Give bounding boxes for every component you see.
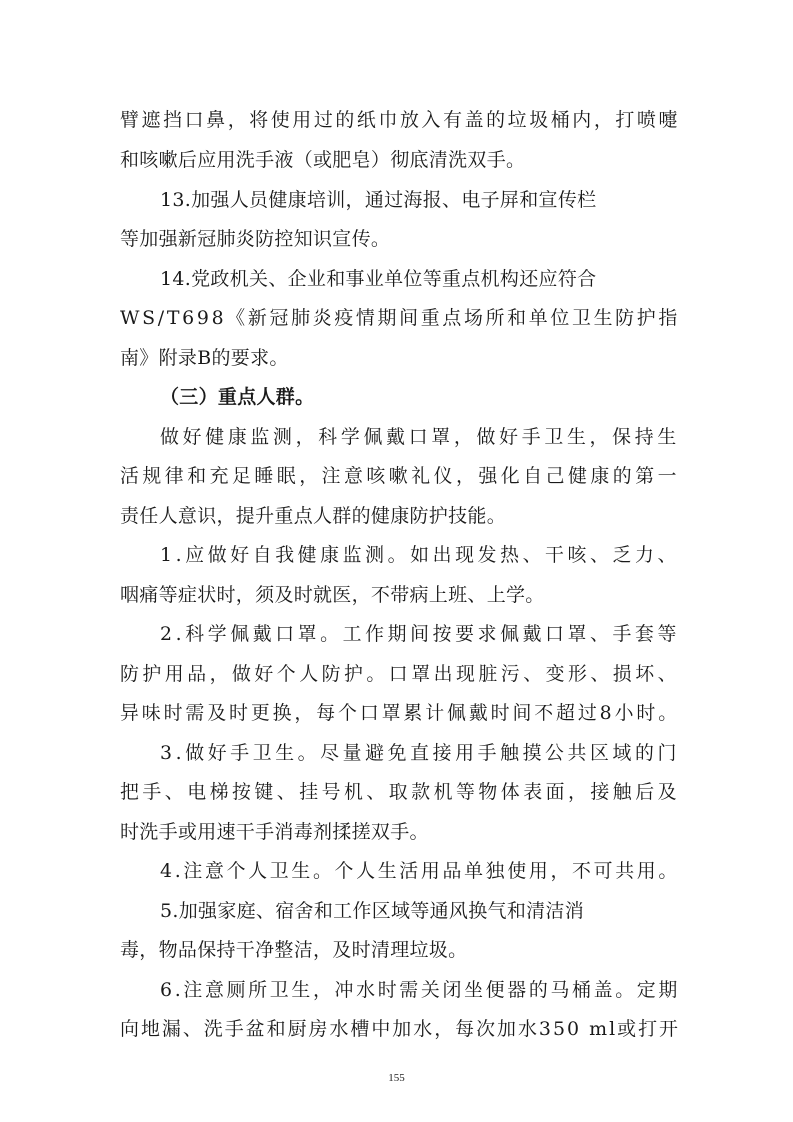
body-text-line: 做好健康监测，科学佩戴口罩，做好手卫生，保持生 [160,426,680,448]
body-text-line: 和咳嗽后应用洗手液（或肥皂）彻底清洗双手。 [120,149,526,171]
list-item-6-line: 6.注意厕所卫生，冲水时需关闭坐便器的马桶盖。定期 [160,979,680,1001]
list-item-14-line: 14.党政机关、企业和事业单位等重点机构还应符合 [160,268,597,290]
list-item-4-line: 4.注意个人卫生。个人生活用品单独使用，不可共用。 [160,860,680,882]
list-item-1-line: 1.应做好自我健康监测。如出现发热、干咳、乏力、 [160,544,680,566]
list-item-3-line: 时洗手或用速干手消毒剂揉搓双手。 [120,821,429,843]
list-item-2-line: 防护用品，做好个人防护。口罩出现脏污、变形、损坏、 [120,663,680,685]
list-item-2-line: 异味时需及时更换，每个口罩累计佩戴时间不超过8小时。 [120,702,680,724]
list-item-13-line: 13.加强人员健康培训，通过海报、电子屏和宣传栏 [160,189,597,211]
list-item-14-line: 南》附录B的要求。 [120,347,289,369]
list-item-5-line: 5.加强家庭、宿舍和工作区域等通风换气和清洁消 [160,900,585,922]
list-item-2-line: 2.科学佩戴口罩。工作期间按要求佩戴口罩、手套等 [160,623,680,645]
body-text-line: 责任人意识，提升重点人群的健康防护技能。 [120,505,507,527]
section-heading: （三）重点人群。 [160,386,315,408]
list-item-6-line: 向地漏、洗手盆和厨房水槽中加水，每次加水350 ml或打开 [120,1018,680,1040]
list-item-14-line: WS/T698《新冠肺炎疫情期间重点场所和单位卫生防护指 [120,307,680,329]
body-text-line: 活规律和充足睡眠，注意咳嗽礼仪，强化自己健康的第一 [120,465,680,487]
list-item-3-line: 把手、电梯按键、挂号机、取款机等物体表面，接触后及 [120,781,680,803]
page-number: 155 [388,1072,405,1084]
list-item-13-line: 等加强新冠肺炎防控知识宣传。 [120,228,391,250]
list-item-3-line: 3.做好手卫生。尽量避免直接用手触摸公共区域的门 [160,742,680,764]
body-text-line: 臂遮挡口鼻，将使用过的纸巾放入有盖的垃圾桶内，打喷嚏 [120,109,680,131]
list-item-5-line: 毒，物品保持干净整洁，及时清理垃圾。 [120,939,468,961]
list-item-1-line: 咽痛等症状时，须及时就医，不带病上班、上学。 [120,584,545,606]
